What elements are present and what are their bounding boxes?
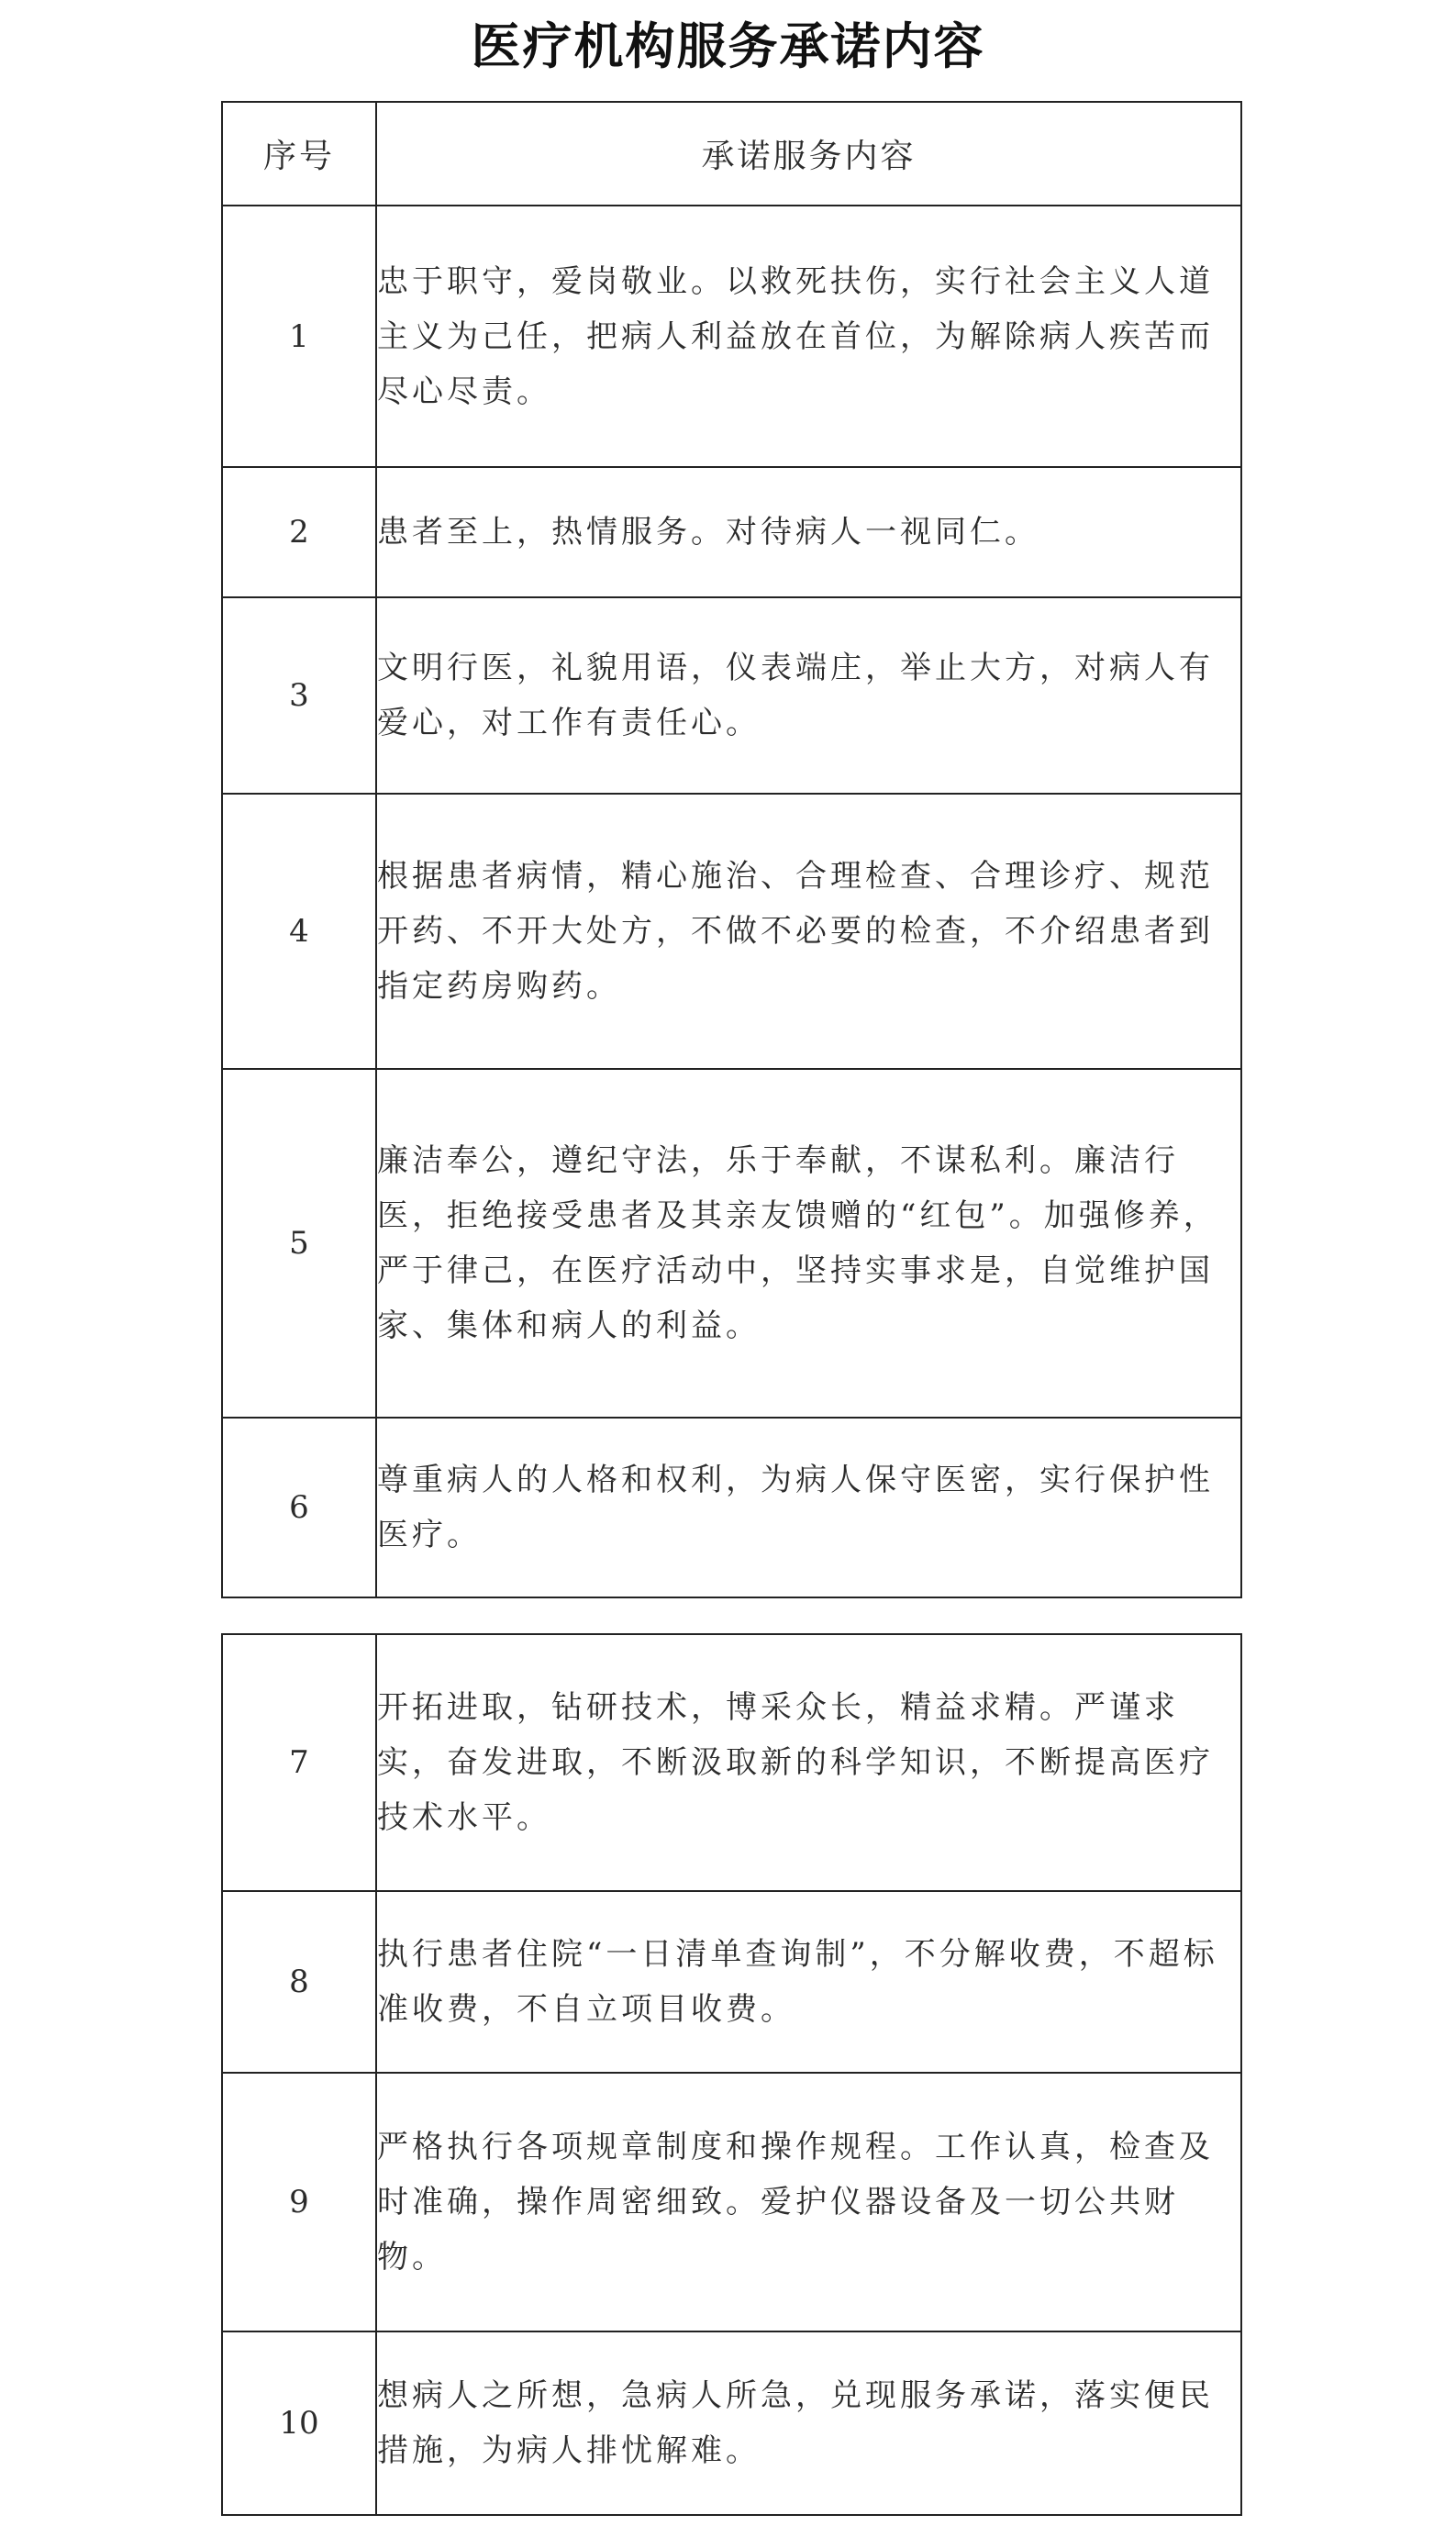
- row-text: 严格执行各项规章制度和操作规程。工作认真，检查及时准确，操作周密细致。爱护仪器设备及一切公共财物。: [376, 2073, 1241, 2331]
- table-row: [222, 1634, 1241, 1891]
- header-content: 承诺服务内容: [376, 102, 1241, 206]
- row-number: 9: [222, 2073, 376, 2331]
- row-number: 4: [222, 794, 376, 1069]
- table-row: [222, 1069, 1241, 1418]
- table-row: [222, 2073, 1241, 2331]
- table-row: [222, 206, 1241, 467]
- row-number: 3: [222, 597, 376, 794]
- row-text: 根据患者病情，精心施治、合理检查、合理诊疗、规范开药、不开大处方，不做不必要的检查，不介绍患者到指定药房购药。: [376, 794, 1241, 1069]
- commitment-table-part-2: [221, 1633, 1242, 2516]
- table-row: [222, 597, 1241, 794]
- row-number: 2: [222, 467, 376, 597]
- header-sequence: 序号: [222, 102, 376, 206]
- row-text: 患者至上，热情服务。对待病人一视同仁。: [376, 467, 1241, 597]
- row-text: 文明行医，礼貌用语，仪表端庄，举止大方，对病人有爱心，对工作有责任心。: [376, 597, 1241, 794]
- table-row: [222, 1418, 1241, 1597]
- row-text: 尊重病人的人格和权利，为病人保守医密，实行保护性医疗。: [376, 1418, 1241, 1597]
- row-number: 1: [222, 206, 376, 467]
- row-number: 8: [222, 1891, 376, 2073]
- row-text: 忠于职守，爱岗敬业。以救死扶伤，实行社会主义人道主义为己任，把病人利益放在首位，为解除病人疾苦而尽心尽责。: [376, 206, 1241, 467]
- page-title: 医疗机构服务承诺内容: [471, 17, 985, 75]
- row-number: 10: [222, 2331, 376, 2515]
- row-text: 廉洁奉公，遵纪守法，乐于奉献，不谋私利。廉洁行医，拒绝接受患者及其亲友馈赠的“红包”。加强修养，严于律己，在医疗活动中，坚持实事求是，自觉维护国家、集体和病人的利益。: [376, 1069, 1241, 1418]
- table-header-row: [222, 102, 1241, 206]
- table-row: [222, 2331, 1241, 2515]
- row-text: 想病人之所想，急病人所急，兑现服务承诺，落实便民措施，为病人排忧解难。: [376, 2331, 1241, 2515]
- table-row: [222, 1891, 1241, 2073]
- table-row: [222, 794, 1241, 1069]
- row-number: 7: [222, 1634, 376, 1891]
- row-number: 5: [222, 1069, 376, 1418]
- row-text: 开拓进取，钻研技术，博采众长，精益求精。严谨求实，奋发进取，不断汲取新的科学知识，不断提高医疗技术水平。: [376, 1634, 1241, 1891]
- table-row: [222, 467, 1241, 597]
- commitment-table-part-1: [221, 101, 1242, 1598]
- row-text: 执行患者住院“一日清单查询制”，不分解收费，不超标准收费，不自立项目收费。: [376, 1891, 1241, 2073]
- row-number: 6: [222, 1418, 376, 1597]
